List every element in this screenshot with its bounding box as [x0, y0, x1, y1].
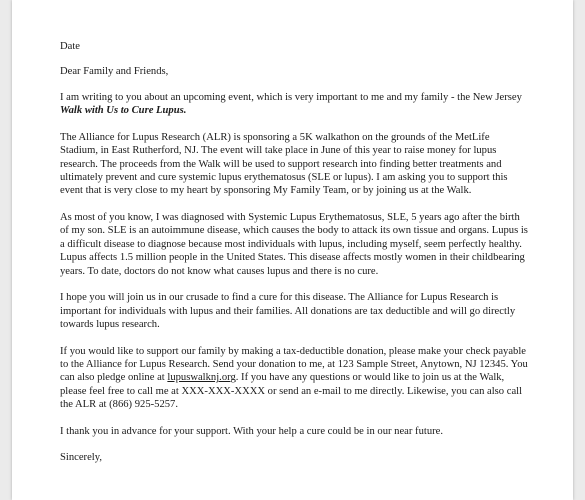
donation-text-before: If you would like to support our family by making a tax-deductible donation, please make your check payable to the Alliance for Lupus Research. Send your donation to me, at 123 Sample Street, Anytown, NJ 12345. You can also pledge online at — [60, 345, 528, 384]
intro-text: I am writing to you about an upcoming event, which is very important to me and my family - the New Jersey — [60, 91, 522, 103]
letter-salutation: Dear Family and Friends, — [60, 66, 169, 78]
paragraph-donation — [60, 345, 530, 412]
donation-text-after: . If you have any questions or would like to join us at the Walk, please feel free to call me at XXX-XXX-XXXX or send an e-mail to me directly. Likewise, you can also call the ALR at (866) 925-5257. — [60, 372, 523, 411]
event-name: Walk with Us to Cure Lupus. — [60, 105, 187, 117]
paragraph-event: The Alliance for Lupus Research (ALR) is sponsoring a 5K walkathon on the grounds of the MetLife Stadium, in East Rutherford, NJ. The event will take place in June of this year to raise money for lupus research. The proceeds from the Walk will be used to support research into finding better treatments and ultimately prevent and cure systemic lupus erythematosus (SLE or lupus). I am asking you to support this event that is very close to my heart by sponsoring My Family Team, or by joining us at the Walk. — [60, 131, 508, 197]
letter-closing: Sincerely, — [60, 452, 102, 464]
document-page — [12, 0, 573, 500]
paragraph-intro — [60, 91, 530, 118]
paragraph-diagnosis: As most of you know, I was diagnosed with Systemic Lupus Erythematosus, SLE, 5 years ago after the birth of my son. SLE is an autoimmune disease, which causes the body to attack its own tissue and organs. Lupus is a difficult disease to diagnose because most individuals with lupus, including myself, seem perfectly healthy. Lupus affects 1.5 million people in the United States. This disease affects mostly women in their childbearing years. To date, doctors do not know what causes lupus and there is no cure. — [60, 212, 528, 277]
pledge-link[interactable]: lupuswalknj.org — [167, 372, 236, 384]
letter-body — [60, 40, 530, 478]
paragraph-crusade: I hope you will join us in our crusade to find a cure for this disease. The Alliance for Lupus Research is important for individuals with lupus and their families. All donations are tax deductible and will go directly towards lupus research. — [60, 292, 516, 331]
paragraph-thanks: I thank you in advance for your support. With your help a cure could be in our near future. — [60, 425, 443, 437]
letter-date: Date — [60, 41, 80, 52]
